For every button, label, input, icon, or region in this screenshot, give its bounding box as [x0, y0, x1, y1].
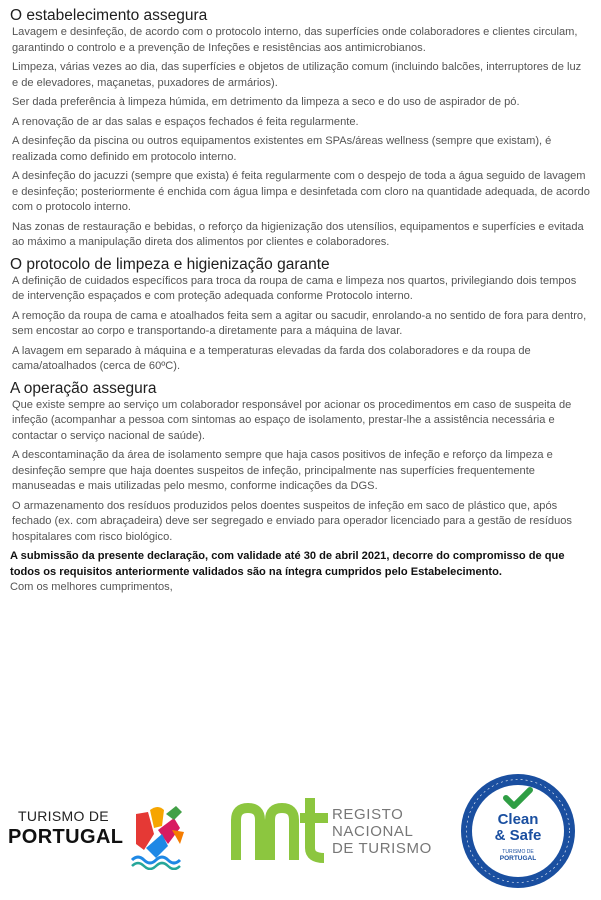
section-heading-cleaning-protocol: O protocolo de limpeza e higienização garante	[10, 255, 330, 273]
paragraph: A desinfeção da piscina ou outros equipamentos existentes em SPAs/áreas wellness (sempre que existam), é realizada como definido em protocolo interno.	[12, 135, 552, 163]
paragraph: Lavagem e desinfeção, de acordo com o protocolo interno, das superfícies onde colaboradores e clientes circulam, garantindo o controlo e a prevenção de Infeções e resistências aos antimicrobianos.	[12, 26, 578, 54]
document-body	[10, 6, 590, 596]
rnt-text	[332, 806, 432, 857]
seal-small-text2: PORTUGAL	[499, 855, 537, 862]
rnt-logo	[230, 798, 440, 868]
turismo-portugal-symbol-icon	[128, 804, 198, 870]
seal-clean-text: Clean	[497, 811, 539, 828]
paragraph: A remoção da roupa de cama e atoalhados feita sem a agitar ou sacudir, enrolando-a no sentido de fora para dentro, sem encostar ao corpo e transportando-a diretamente para a máquina de lavar.	[12, 309, 587, 337]
seal-safe-text: & Safe	[494, 827, 542, 844]
declaration-statement: A submissão da presente declaração, com validade até 30 de abril 2021, decorre do compromisso de que todos os requisitos anteriormente validados são na íntegra cumpridos pelo Estabelecimento.	[10, 550, 565, 578]
turismo-de-portugal-logo	[8, 804, 198, 874]
turismo-logo-line2: PORTUGAL	[8, 826, 124, 848]
paragraph: Limpeza, várias vezes ao dia, das superfícies e objetos de utilização comum (incluindo balcões, interruptores de luz e de elevadores, maçanetas, puxadores de armários).	[12, 61, 582, 89]
rnt-line2: NACIONAL	[332, 823, 414, 840]
paragraph: Nas zonas de restauração e bebidas, o reforço da higienização dos utensílios, equipamentos e superfícies e evitada ao máximo a manipulação direta dos alimentos por clientes e colaboradores.	[12, 220, 584, 248]
logo-footer	[0, 768, 601, 900]
paragraph: A lavagem em separado à máquina e a temperaturas elevadas da farda dos colaboradores e da roupa de cama/atoalhados (cerca de 60ºC).	[12, 344, 531, 372]
paragraph: O armazenamento dos resíduos produzidos pelos doentes suspeitos de infeção em saco de plástico que, após fechado (ex. com abraçadeira) deve ser segregado e enviado para operador licenciado para a gestão de resíduos hospitalares com risco biológico.	[12, 499, 572, 543]
clean-and-safe-seal	[459, 772, 577, 890]
paragraph: A descontaminação da área de isolamento sempre que haja casos positivos de infeção e reforço da limpeza e desinfeção sempre que haja doentes suspeitos de infeção, principalmente nas superfícies frequentemente manuseadas e mais utilizadas pelo mesmo, conforme indicações da DGS.	[12, 449, 553, 492]
closing-salutation: Com os melhores cumprimentos,	[10, 581, 173, 593]
paragraph: Que existe sempre ao serviço um colaborador responsável por acionar os procedimentos em caso de suspeita de infeção (acompanhar a pessoa com sintomas ao espaço de isolamento, prestar-lhe a assistência necessária e contactar o serviço nacional de saúde).	[12, 398, 572, 442]
rnt-symbol-icon	[230, 798, 330, 864]
paragraph: A definição de cuidados específicos para troca da roupa de cama e limpeza nos quartos, privilegiando dois tempos de intervenção espaçados e com proteção adequada conforme Protocolo interno.	[12, 274, 577, 302]
seal-small-text1: TURISMO DE	[502, 849, 534, 855]
paragraph: A desinfeção do jacuzzi (sempre que exista) é feita regularmente com o despejo de toda a água seguido de lavagem e desinfeção; posteriormente é enchida com água limpa e desinfetada com cloro na quantidade adequada, de acordo com o protocolo interno.	[12, 170, 590, 213]
turismo-logo-line1: TURISMO DE	[18, 808, 109, 824]
section-heading-establishment: O estabelecimento assegura	[10, 7, 208, 24]
paragraph: A renovação de ar das salas e espaços fechados é feita regularmente.	[12, 115, 359, 128]
rnt-line3: DE TURISMO	[332, 840, 432, 857]
rnt-line1: REGISTO	[332, 806, 404, 823]
section-heading-operation: A operação assegura	[10, 379, 157, 397]
paragraph: Ser dada preferência à limpeza húmida, em detrimento da limpeza a seco e do uso de aspirador de pó.	[12, 96, 520, 108]
